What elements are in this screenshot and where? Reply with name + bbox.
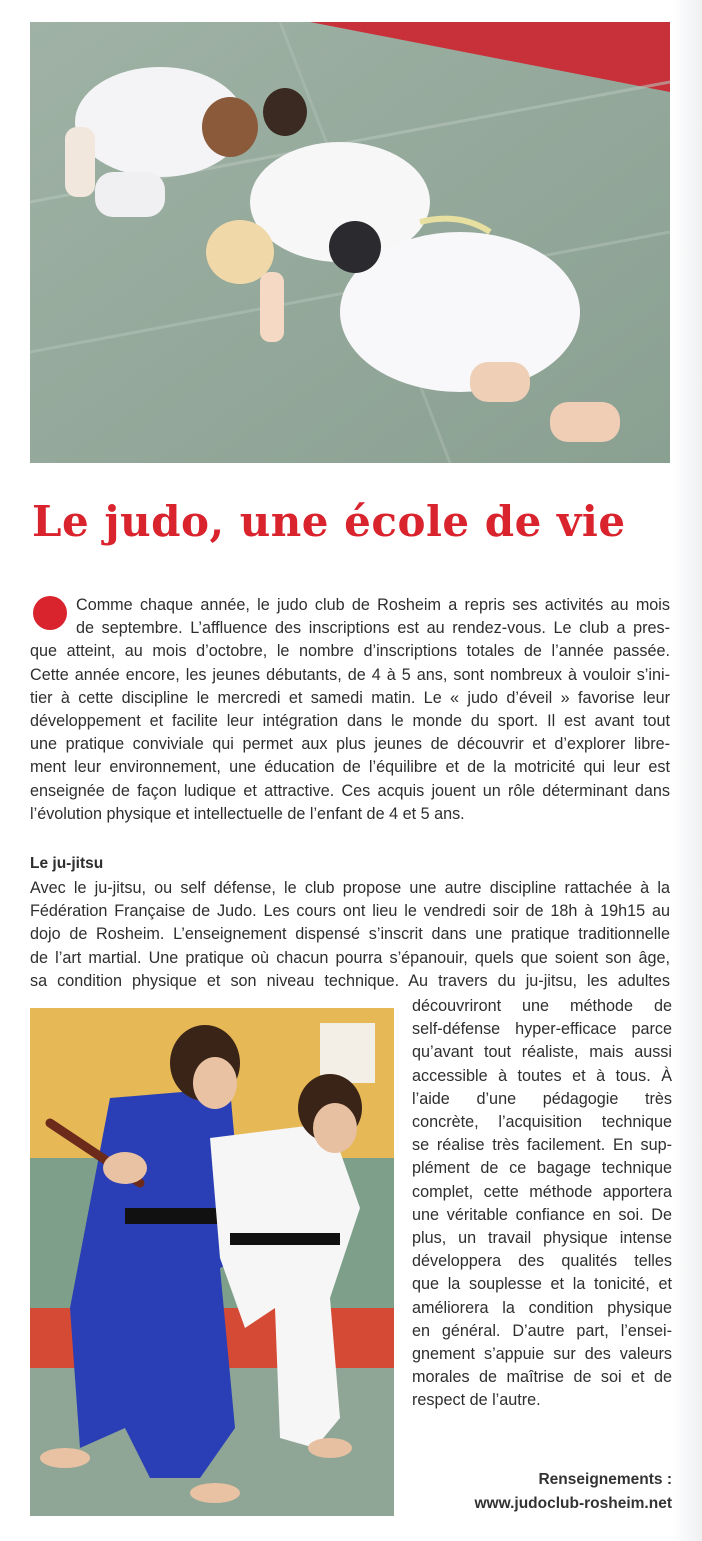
text-line: Avec le ju-jitsu, ou self défense, le club propose une autre discipline rattachée à la xyxy=(30,879,670,897)
text-line: de septembre. L’affluence des inscriptions est au rendez-vous. Le club a pres- xyxy=(76,619,670,638)
photo-jujitsu-demo xyxy=(30,1008,394,1516)
text-line: qu’avant tout réaliste, mais aussi xyxy=(412,1043,672,1062)
text-line: tier à cette discipline le mercredi et samedi matin. Le « judo d’éveil » favorise leur xyxy=(30,688,670,707)
page-edge xyxy=(672,0,702,1541)
photo-children-judo xyxy=(30,22,670,463)
text-line: Comme chaque année, le judo club de Rosheim a repris ses activités au mois xyxy=(76,596,670,614)
text-line: Cette année encore, les jeunes débutants, de 4 à 5 ans, sont nombreux à vouloir s’ini- xyxy=(30,665,670,684)
info-block xyxy=(475,1468,673,1516)
text-line: que atteint, au mois d’octobre, le nombre d’inscriptions totales de l’année passée. xyxy=(30,642,670,661)
text-line: l’aide d’une pédagogie très xyxy=(412,1089,672,1108)
text-line: self-défense hyper-efficace parce xyxy=(412,1020,672,1039)
text-line: découvriront une méthode de xyxy=(412,997,672,1015)
text-line: enseignée de façon ludique et attractive. Ces acquis jouent un rôle déterminant dans xyxy=(30,781,670,800)
jujitsu-column xyxy=(412,995,672,1413)
text-line: que la souplesse et la tonicité, et xyxy=(412,1275,672,1294)
text-line: complet, cette méthode apportera xyxy=(412,1182,672,1201)
text-line: concrète, l’acquisition technique xyxy=(412,1113,672,1132)
text-line: développement et facilite leur intégration dans le monde du sport. Il est avant tout xyxy=(30,712,670,731)
text-line: une pratique conviviale qui permet aux plus jeunes de découvrir et d’explorer libre- xyxy=(30,735,670,754)
text-line: dojo de Rosheim. L’enseignement dispensé s’inscrit dans une pratique traditionnelle xyxy=(30,925,670,944)
intro-paragraph xyxy=(30,594,670,826)
text-line: plément de ce bagage technique xyxy=(412,1159,672,1178)
text-line: respect de l’autre. xyxy=(412,1391,541,1410)
text-line: gnement s’appuie sur des valeurs xyxy=(412,1345,672,1364)
text-line: morales de maîtrise de soi et de xyxy=(412,1368,672,1387)
text-line: Fédération Française de Judo. Les cours ont lieu le vendredi soir de 18h à 19h15 au xyxy=(30,902,670,921)
jujitsu-paragraph xyxy=(30,877,670,993)
section-heading: Le ju-jitsu xyxy=(30,855,104,872)
text-line: améliorera la condition physique xyxy=(412,1298,672,1317)
text-line: accessible à toutes et à tous. À xyxy=(412,1066,672,1085)
text-line: développera des qualités telles xyxy=(412,1252,672,1271)
text-line: plus, un travail physique intense xyxy=(412,1229,672,1248)
info-label: Renseignements : xyxy=(538,1471,672,1488)
text-line: sa condition physique et son niveau technique. Au travers du ju-jitsu, les adultes xyxy=(30,971,670,990)
info-url-link[interactable]: www.judoclub-rosheim.net xyxy=(474,1495,672,1512)
text-line: de l’art martial. Une pratique où chacun pourra s’épanouir, quels que soient son âge, xyxy=(30,948,670,967)
text-line: se réalise très facilement. En sup- xyxy=(412,1136,672,1155)
text-line: une véritable confiance en soi. De xyxy=(412,1205,672,1224)
article-title: Le judo, une école de vie xyxy=(32,497,626,546)
text-line: ment leur environnement, une éducation de l’équilibre et de la motricité qui leur est xyxy=(30,758,670,777)
text-line: l’évolution physique et intellectuelle de l’enfant de 4 et 5 ans. xyxy=(30,804,465,823)
text-line: en général. D’autre part, l’ensei- xyxy=(412,1321,672,1340)
